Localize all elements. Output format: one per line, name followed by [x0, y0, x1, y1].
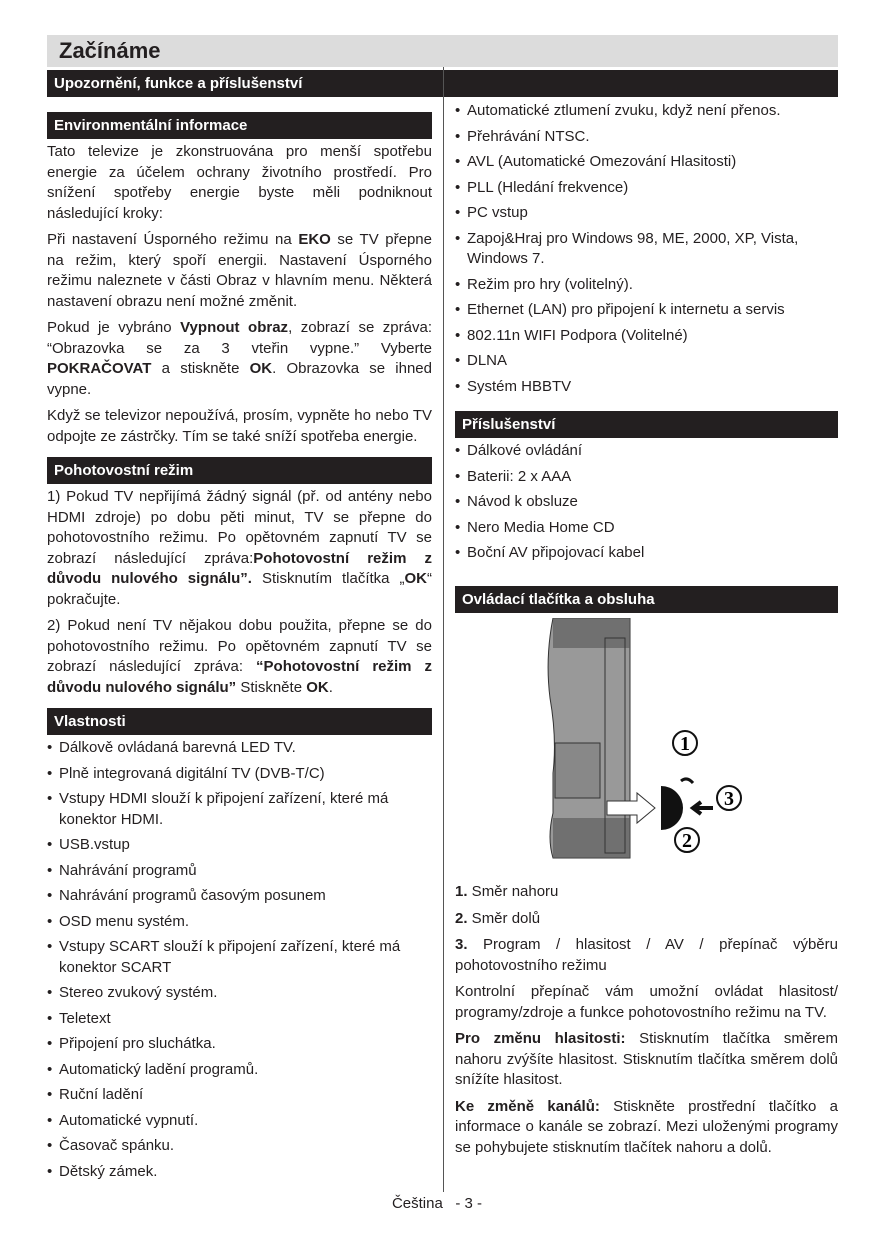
bold-text: Pro změnu hlasitosti:	[455, 1030, 626, 1047]
bold-text: OK	[404, 570, 427, 587]
env-text	[47, 142, 432, 447]
page-title: Začínáme	[47, 35, 838, 67]
list-item: • Ethernet (LAN) pro připojení k internetu a servis	[455, 300, 838, 321]
paragraph	[455, 935, 838, 976]
paragraph	[455, 982, 838, 1023]
page-number: - 3 -	[455, 1195, 483, 1212]
list-item: • Vstupy SCART slouží k připojení zařízení, které má konektor SCART	[47, 937, 432, 978]
list-item: • Zapoj&Hraj pro Windows 98, ME, 2000, XP, Vista, Windows 7.	[455, 229, 838, 270]
features-list	[47, 738, 432, 1182]
list-item: • Stereo zvukový systém.	[47, 983, 432, 1004]
list-item: • Baterii: 2 x AAA	[455, 467, 838, 488]
list-item: • Ruční ladění	[47, 1085, 432, 1106]
list-item: • Přehrávání NTSC.	[455, 127, 838, 148]
list-item: • Vstupy HDMI slouží k připojení zařízení, které má konektor HDMI.	[47, 789, 432, 830]
paragraph	[455, 1029, 838, 1091]
controls-text	[455, 882, 838, 1158]
list-item: • Režim pro hry (volitelný).	[455, 275, 838, 296]
list-item: • Připojení pro sluchátka.	[47, 1034, 432, 1055]
bold-text: OK	[306, 678, 329, 696]
list-item: • Návod k obsluze	[455, 492, 838, 513]
list-item: • Časovač spánku.	[47, 1136, 432, 1157]
list-item: • Automatické ztlumení zvuku, když není přenos.	[455, 101, 838, 122]
list-item: • AVL (Automatické Omezování Hlasitosti)	[455, 152, 838, 173]
text: 2) Pokud není TV nějakou dobu použita, přepne se do pohotovostního režimu. Po opětovném zapnutí TV se zobrazí následující zpráva:	[47, 617, 432, 675]
column-divider	[443, 67, 444, 1192]
list-item: • Dětský zámek.	[47, 1162, 432, 1183]
accessories-header: Příslušenství	[455, 411, 838, 438]
tv-controls-illustration	[455, 618, 838, 868]
text: a stiskněte	[151, 360, 250, 377]
paragraph	[47, 230, 432, 312]
features-list-cont	[455, 101, 838, 397]
standby-text	[47, 487, 432, 698]
list-item: • Nahrávání programů časovým posunem	[47, 886, 432, 907]
right-column	[455, 101, 838, 1164]
label-3: 3	[724, 787, 734, 810]
list-item: • Dálkové ovládání	[455, 441, 838, 462]
list-item: • Nahrávání programů	[47, 861, 432, 882]
bold-text: Ke změně kanálů:	[455, 1097, 600, 1115]
bold-text: EKO	[298, 231, 331, 248]
paragraph	[47, 616, 432, 698]
text: Kontrolní přepínač vám umožní ovládat hlasitost/ programy/zdroje a funkce pohotovostního režimu na TV.	[455, 983, 838, 1021]
text: Program / hlasitost / AV / přepínač výběru pohotovostního režimu	[455, 936, 838, 974]
paragraph	[455, 909, 838, 930]
features-header: Vlastnosti	[47, 708, 432, 735]
text: “ pokračujte.	[47, 570, 432, 608]
text: Stisknutím tlačítka směrem nahoru zvýšíte hlasitost. Stisknutím tlačítka směrem dolů snížíte hlasitost.	[455, 1030, 838, 1088]
label-1: 1	[680, 732, 690, 755]
text: Tato televize je zkonstruována pro menší spotřebu energie za účelem ochrany životního prostředí. Pro snížení spotřeby energie byste měli podniknout následující kroky:	[47, 143, 432, 222]
bold-text: Vypnout obraz	[180, 319, 289, 336]
list-item: • Systém HBBTV	[455, 377, 838, 398]
page-footer	[0, 1195, 874, 1212]
paragraph	[47, 318, 432, 400]
paragraph	[455, 1097, 838, 1159]
text: . Obrazovka se ihned vypne.	[47, 360, 432, 398]
list-item: • DLNA	[455, 351, 838, 372]
text: se TV přepne na režim, který spoří energii. Nastavení Úsporného režimu naleznete v části Obraz v hlavním menu. Některá nastavení obrazu není možné změnit.	[47, 231, 432, 310]
list-item: • PLL (Hledání frekvence)	[455, 178, 838, 199]
list-item: • Teletext	[47, 1009, 432, 1030]
list-item: • Boční AV připojovací kabel	[455, 543, 838, 564]
bold-text: 1.	[455, 883, 468, 900]
text: Stiskněte	[236, 678, 307, 696]
text: , zobrazí se zpráva: “Obrazovka se za 3 vteřin vypne.” Vyberte	[47, 319, 432, 357]
text: Směr nahoru	[467, 883, 559, 900]
standby-header: Pohotovostní režim	[47, 457, 432, 484]
text: Při nastavení Úsporného režimu na	[47, 231, 299, 248]
bold-text: OK	[249, 360, 273, 377]
left-column	[47, 112, 432, 1187]
env-header: Environmentální informace	[47, 112, 432, 139]
text: Pokud je vybráno	[47, 319, 181, 336]
list-item: • OSD menu systém.	[47, 912, 432, 933]
bold-text: 3.	[455, 936, 468, 953]
text: Stisknutím tlačítka „	[251, 570, 405, 587]
list-item: • Dálkově ovládaná barevná LED TV.	[47, 738, 432, 759]
list-item: • PC vstup	[455, 203, 838, 224]
label-2: 2	[682, 829, 692, 852]
section-bar: Upozornění, funkce a příslušenství	[47, 70, 838, 97]
text: .	[328, 678, 333, 696]
list-item: • 802.11n WIFI Podpora (Volitelné)	[455, 326, 838, 347]
bold-text: Pohotovostní režim z důvodu nulového signálu”.	[47, 549, 432, 587]
bold-text: POKRAČOVAT	[47, 360, 152, 377]
text: Stiskněte prostřední tlačítko a informace o kanále se zobrazí. Mezi uloženými programy se pohybujete stisknutím tlačítek nahoru a dolů.	[455, 1097, 838, 1156]
bold-text: “Pohotovostní režim z důvodu nulového signálu”	[47, 658, 432, 696]
bold-text: 2.	[455, 909, 468, 927]
paragraph	[455, 882, 838, 903]
paragraph	[47, 406, 432, 447]
controls-header: Ovládací tlačítka a obsluha	[455, 586, 838, 613]
footer-language: Čeština	[391, 1195, 443, 1212]
list-item: • USB.vstup	[47, 835, 432, 856]
list-item: • Plně integrovaná digitální TV (DVB-T/C)	[47, 764, 432, 785]
list-item: • Automatické vypnutí.	[47, 1111, 432, 1132]
accessories-list	[455, 441, 838, 564]
text: Když se televizor nepoužívá, prosím, vypněte ho nebo TV odpojte ze zástrčky. Tím se také sníží spotřeba energie.	[47, 407, 432, 445]
paragraph	[47, 142, 432, 224]
text: 1) Pokud TV nepřijímá žádný signál (př. od antény nebo HDMI zdroje) po dobu pěti minut, TV se přepne do pohotovostního režimu. Po opětovném zapnutí TV se zobrazí následující zpráva:	[47, 488, 432, 567]
paragraph	[47, 487, 432, 610]
list-item: • Nero Media Home CD	[455, 518, 838, 539]
text: Směr dolů	[467, 909, 541, 927]
list-item: • Automatický ladění programů.	[47, 1060, 432, 1081]
